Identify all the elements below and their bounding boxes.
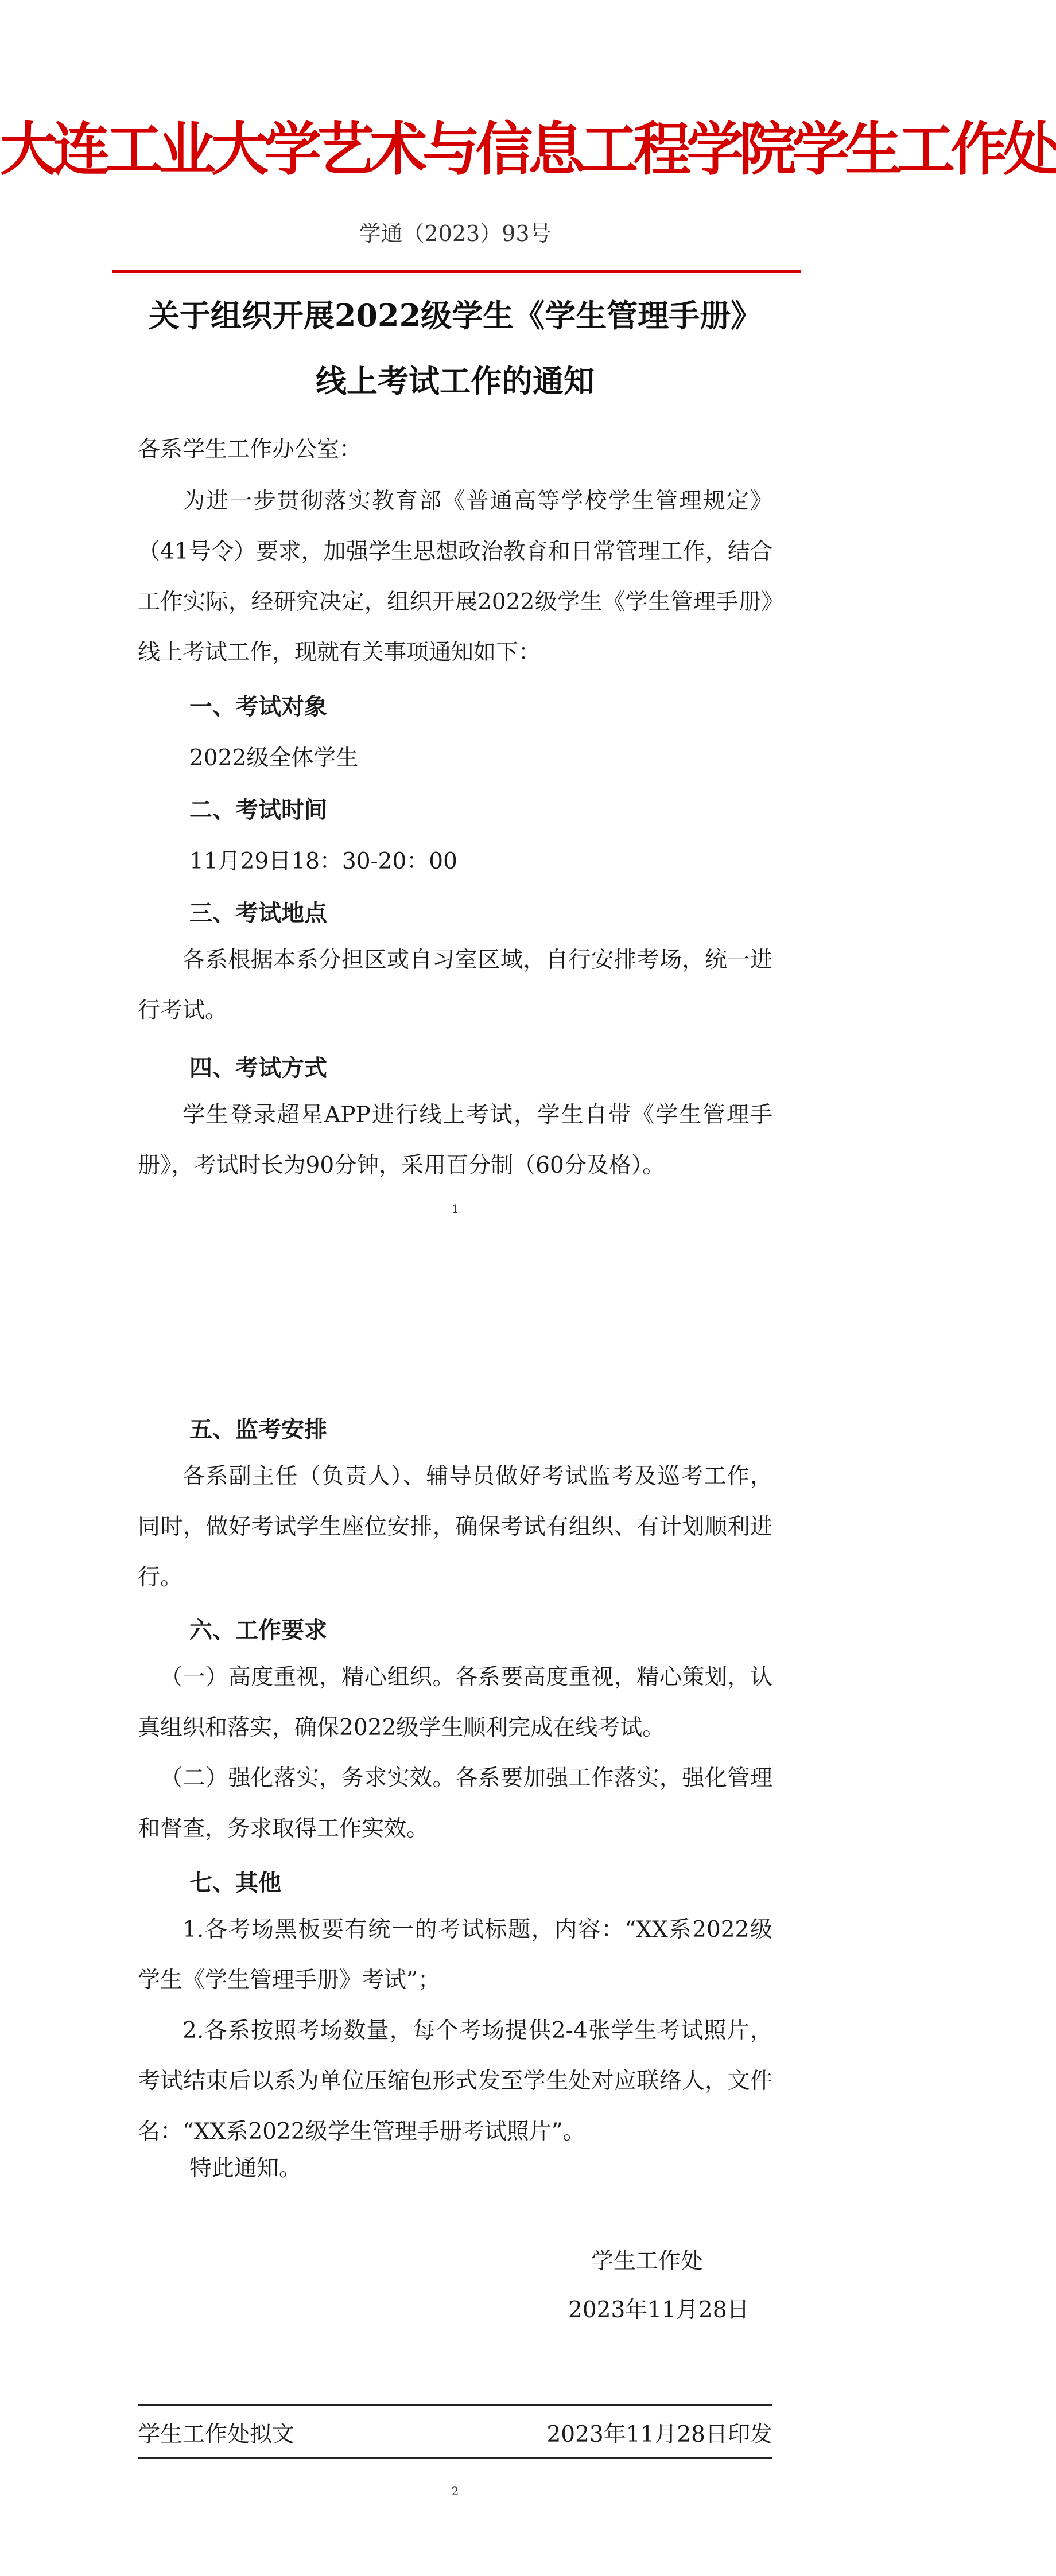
footer-drafter: 学生工作处拟文	[138, 2422, 295, 2447]
title-line-1: 关于组织开展2022级学生《学生管理手册》	[148, 297, 762, 334]
footer-bottom-rule	[138, 2457, 772, 2459]
section-7-item-1: 1.各考场黑板要有统一的考试标题，内容：“XX系2022级学生《学生管理手册》考试”；	[138, 1917, 772, 1993]
footer-print-date: 2023年11月28日印发	[546, 2422, 772, 2447]
section-2-body: 11月29日18：30-20：00	[189, 849, 457, 874]
closing-line: 特此通知。	[189, 2155, 302, 2181]
page-number-2: 2	[451, 2484, 459, 2498]
section-2-heading: 二、考试时间	[189, 797, 327, 823]
doc-number: 学通（2023）93号	[359, 221, 552, 246]
section-5-body: 各系副主任（负责人）、辅导员做好考试监考及巡考工作，同时，做好考试学生座位安排，确保考试有组织、有计划顺利进行。	[138, 1464, 772, 1590]
section-7-item-2: 2.各系按照考场数量，每个考场提供2-4张学生考试照片，考试结束后以系为单位压缩包形式发至学生处对应联络人，文件名：“XX系2022级学生管理手册考试照片”。	[138, 2018, 772, 2145]
section-1-body: 2022级全体学生	[189, 745, 359, 771]
section-1-heading: 一、考试对象	[189, 694, 327, 720]
section-5-heading: 五、监考安排	[189, 1417, 327, 1443]
title-line-2: 线上考试工作的通知	[316, 363, 595, 399]
section-6-item-1: （一）高度重视，精心组织。各系要高度重视，精心策划，认真组织和落实，确保2022级学生顺利完成在线考试。	[138, 1664, 772, 1741]
section-4-body: 学生登录超星APP进行线上考试，学生自带《学生管理手册》，考试时长为90分钟，采用百分制（60分及格）。	[138, 1102, 772, 1178]
page-number-1: 1	[451, 1202, 459, 1216]
section-3-body: 各系根据本系分担区或自习室区域，自行安排考场，统一进行考试。	[138, 947, 772, 1024]
section-7-heading: 七、其他	[189, 1870, 281, 1896]
letterhead-org: 大连工业大学艺术与信息工程学院学生工作处	[0, 115, 1056, 183]
signature-date: 2023年11月28日	[568, 2297, 750, 2323]
signature-org: 学生工作处	[591, 2248, 704, 2274]
letterhead-red-rule	[112, 270, 801, 273]
section-3-heading: 三、考试地点	[189, 900, 327, 927]
intro-paragraph: 为进一步贯彻落实教育部《普通高等学校学生管理规定》（41号令）要求，加强学生思想政治教育和日常管理工作，结合工作实际，经研究决定，组织开展2022级学生《学生管理手册》线上考试工作，现就有关事项通知如下：	[138, 488, 772, 666]
footer-top-rule	[138, 2404, 772, 2406]
section-6-heading: 六、工作要求	[189, 1617, 327, 1644]
section-6-item-2: （二）强化落实，务求实效。各系要加强工作落实，强化管理和督查，务求取得工作实效。	[138, 1765, 772, 1842]
section-4-heading: 四、考试方式	[189, 1055, 327, 1081]
salutation: 各系学生工作办公室：	[138, 437, 362, 462]
